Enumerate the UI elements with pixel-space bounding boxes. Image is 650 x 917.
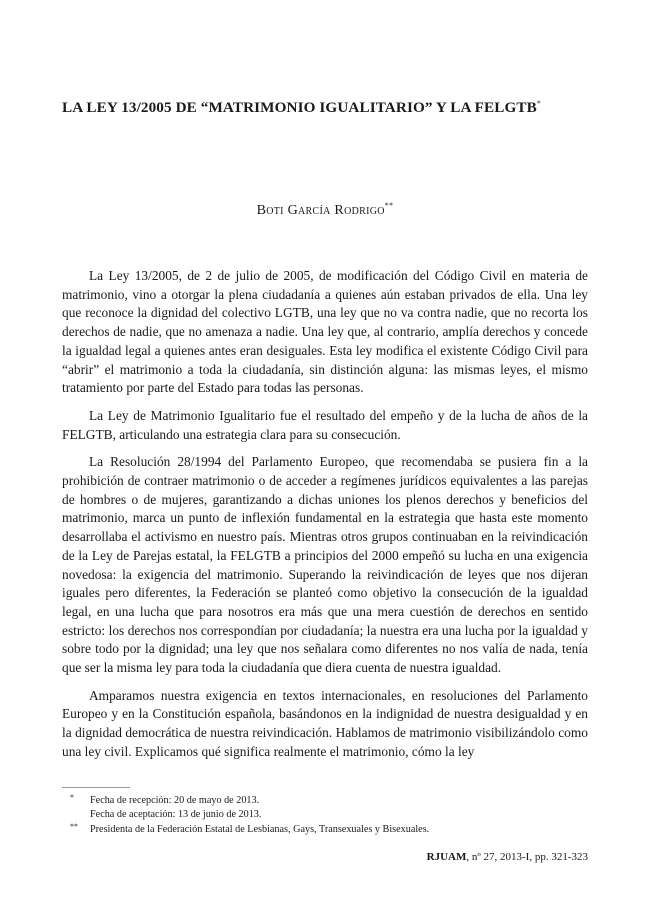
footnote-divider [62, 787, 130, 788]
footnote-line: Fecha de recepción: 20 de mayo de 2013. [90, 795, 260, 806]
footnote-mark: * [70, 793, 74, 802]
author-name [0, 201, 650, 219]
article-title [62, 99, 602, 117]
article-body [62, 267, 588, 771]
article-title-text: LA LEY 13/2005 DE “MATRIMONIO IGUALITARIO” Y LA FELGTB [62, 99, 537, 116]
journal-issue: , nº 27, 2013-I, pp. 321-323 [466, 851, 588, 863]
footnotes [62, 794, 588, 837]
author-footnote-mark: ** [384, 201, 394, 210]
footnote-line: Presidenta de la Federación Estatal de Lesbianas, Gays, Transexuales y Bisexuales. [90, 823, 430, 835]
footnote-item [62, 823, 588, 837]
footnote-mark: ** [70, 821, 78, 831]
journal-name: RJUAM [426, 851, 467, 863]
running-footer [427, 851, 588, 863]
author-name-text: Boti García Rodrigo [256, 203, 385, 218]
paragraph: La Resolución 28/1994 del Parlamento Europeo, que recomendaba se pusiera fin a la prohibición de contraer matrimonio o de acceder a regímenes jurídicos equivalentes a las parejas de hombres o de mujeres, garantizando a dichas uniones los plenos derechos y beneficios del matrimonio, marca un punto de inflexión fundamental en la estrategia que hasta este momento desarrollaba el activismo en nuestro país. Mientras otros grupos continuaban en la reivindicación de la Ley de Parejas estatal, la FELGTB a principios del 2000 empeñó su lucha en una exigencia novedosa: la exigencia del matrimonio. Superando la reivindicación de leyes que nos dijeran iguales pero diferentes, la Federación se planteó como objetivo la consecución de la igualdad legal, en una lucha que para nosotros era más que una mera cuestión de derechos en sentido estricto: los derechos nos correspondían por ciudadanía; la nuestra era una lucha por la igualdad y sobre todo por la dignidad; una ley que nos señalara como diferentes no nos valía de nada, tenía que ser la misma ley para toda la ciudadanía que diera cuenta de nuestra igualdad. [62, 454, 588, 676]
footnote-item [62, 794, 588, 823]
footnote-line: Fecha de aceptación: 13 de junio de 2013. [90, 809, 262, 821]
title-footnote-mark: * [536, 99, 541, 108]
paragraph: La Ley de Matrimonio Igualitario fue el resultado del empeño y de la lucha de años de la FELGTB, articulando una estrategia clara para su consecución. [62, 407, 588, 442]
paragraph: Amparamos nuestra exigencia en textos internacionales, en resoluciones del Parlamento Europeo y en la Constitución española, basándonos en la indignidad de nuestra desigualdad y en la dignidad democrática de nuestra reivindicación. Hablamos de matrimonio visibilizándolo como una ley civil. Explicamos qué significa realmente el matrimonio, cómo la ley [62, 687, 588, 759]
paragraph: La Ley 13/2005, de 2 de julio de 2005, de modificación del Código Civil en materia de matrimonio, vino a otorgar la plena ciudadanía a quienes aún estaban privados de ella. Una ley que reconoce la dignidad del colectivo LGTB, una ley que no va contra nadie, que no recorta los derechos de nadie, que no amenaza a nadie. Una ley que, al contrario, amplía derechos y concede la igualdad legal a quienes antes eran desiguales. Esta ley modifica el existente Código Civil para “abrir” el matrimonio a toda la ciudadanía, sin distinción alguna: las mismas leyes, el mismo tratamiento por parte del Estado para todas las personas. [62, 268, 588, 396]
